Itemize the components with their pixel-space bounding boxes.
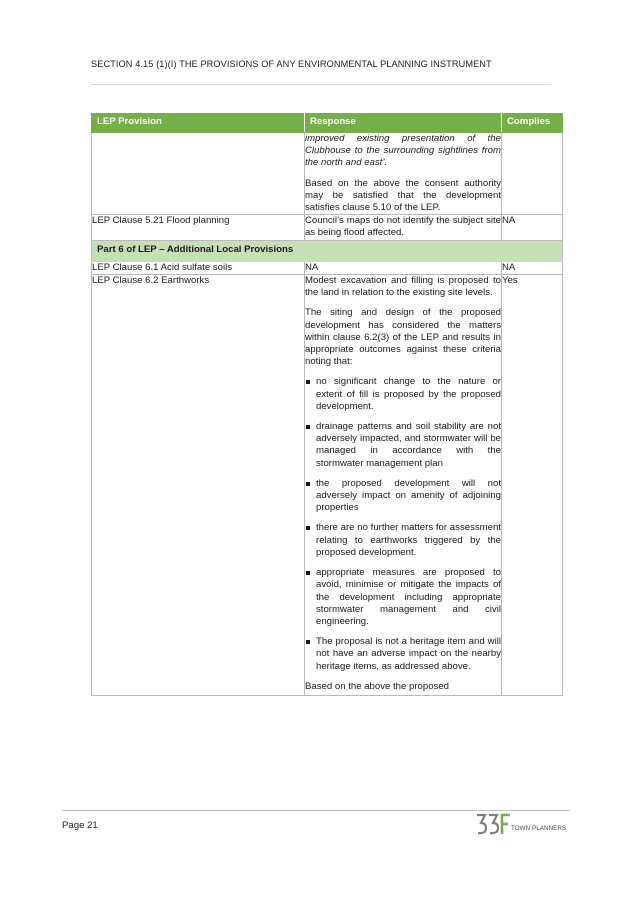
complies-cell <box>502 133 563 215</box>
provision-cell: LEP Clause 6.1 Acid sulfate soils <box>92 261 305 274</box>
header-complies: Complies <box>502 114 563 133</box>
response-cell <box>305 133 502 215</box>
table-row <box>92 275 563 696</box>
list-item: The proposal is not a heritage item and will not have an adverse impact on the nearby heritage items, as addressed above. <box>305 636 501 673</box>
provision-cell: LEP Clause 5.21 Flood planning <box>92 215 305 240</box>
table-row <box>92 215 563 240</box>
complies-cell: NA <box>502 215 563 240</box>
list-item: there are no further matters for assessment relating to earthworks triggered by the proposed development. <box>305 522 501 559</box>
response-cell: NA <box>305 261 502 274</box>
list-item: the proposed development will not adversely impact on amenity of adjoining properties <box>305 478 501 515</box>
footer-divider <box>62 810 570 811</box>
list-item: no significant change to the nature or extent of fill is proposed by the proposed development. <box>305 376 501 413</box>
response-cell <box>305 275 502 696</box>
company-logo <box>476 812 568 836</box>
response-paragraph: Based on the above the proposed <box>305 680 450 692</box>
criteria-list <box>305 376 501 672</box>
table-header-row <box>92 114 563 133</box>
list-item: appropriate measures are proposed to avoid, minimise or mitigate the impacts of the development including appropriate stormwater management and civil engineering. <box>305 567 501 628</box>
complies-cell: NA <box>502 261 563 274</box>
response-paragraph: Council’s maps do not identify the subject site as being flood affected. <box>305 215 501 239</box>
table-row <box>92 133 563 215</box>
logo-3-3F-icon <box>476 812 511 836</box>
provision-cell: LEP Clause 6.2 Earthworks <box>92 275 305 696</box>
page-number: Page 21 <box>62 820 98 831</box>
complies-cell: Yes <box>502 275 563 696</box>
section-heading: SECTION 4.15 (1)(I) THE PROVISIONS OF ANY ENVIRONMENTAL PLANNING INSTRUMENT <box>91 59 492 69</box>
lep-provisions-table <box>91 113 563 696</box>
part-heading-row <box>92 240 563 261</box>
logo-text: TOWN PLANNERS <box>511 825 567 832</box>
header-response: Response <box>305 114 502 133</box>
header-lep-provision: LEP Provision <box>92 114 305 133</box>
response-paragraph: Modest excavation and filling is proposed to the land in relation to the existing site levels. <box>305 275 501 299</box>
list-item: drainage patterns and soil stability are not adversely impacted, and stormwater will be managed in accordance with the stormwater management plan <box>305 421 501 470</box>
response-paragraph: Based on the above the consent authority may be satisfied that the development satisfies clause 5.10 of the LEP. <box>305 177 501 214</box>
quoted-text: improved existing presentation of the Clubhouse to the surrounding sightlines from the north and east’. <box>305 133 501 169</box>
table-row <box>92 261 563 274</box>
part-heading: Part 6 of LEP – Additional Local Provisions <box>92 240 563 261</box>
response-cell <box>305 215 502 240</box>
provision-cell <box>92 133 305 215</box>
response-paragraph: The siting and design of the proposed development has considered the matters within clause 6.2(3) of the LEP and results in appropriate outcomes against these criteria noting that: <box>305 307 501 368</box>
header-divider <box>91 84 551 85</box>
